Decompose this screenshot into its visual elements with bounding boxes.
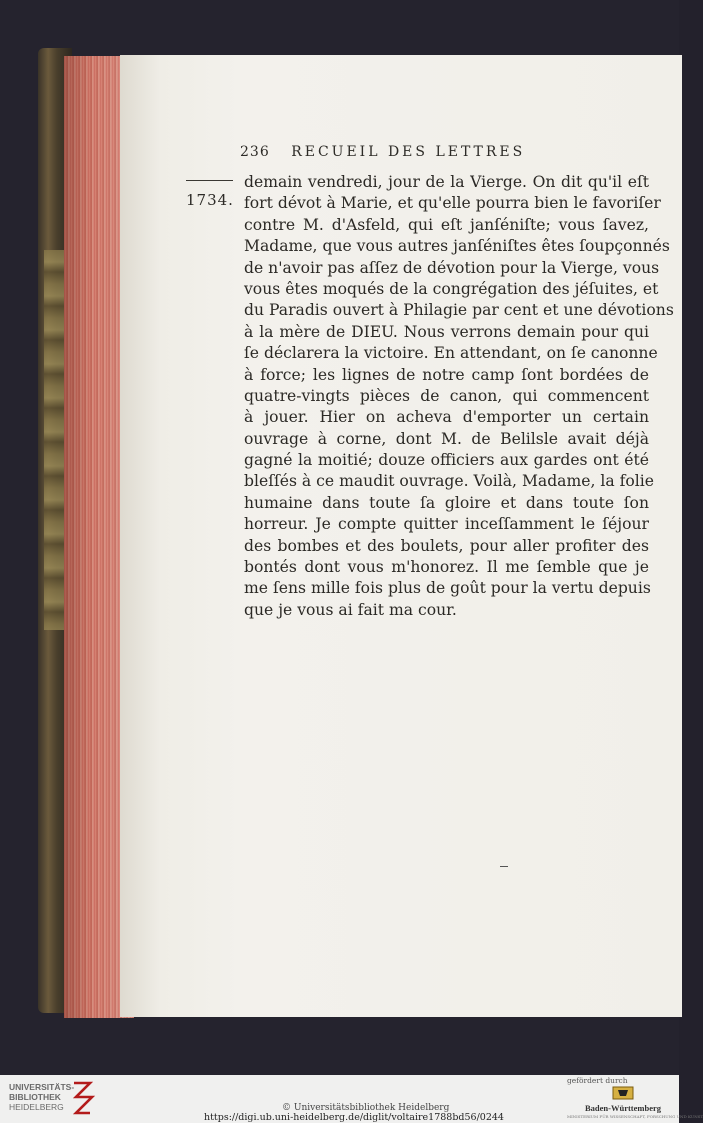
coat-of-arms-icon	[612, 1086, 634, 1100]
funder-name: Baden-Württemberg	[585, 1103, 662, 1113]
library-name-line2: BIBLIOTHEK	[9, 1092, 61, 1102]
text-line: gagné la moitié; douze officiers aux gardes ont été	[244, 451, 649, 470]
copyright-text: © Universitätsbibliothek Heidelberg	[282, 1103, 450, 1113]
text-line: ouvrage à corne, dont M. de Belilsle avait déjà	[244, 429, 649, 448]
permalink-url[interactable]: https://digi.ub.uni-heidelberg.de/diglit/voltaire1788bd56/0244	[204, 1112, 504, 1123]
text-line: que je vous ai fait ma cour.	[244, 600, 457, 619]
text-line: vous êtes moqués de la congrégation des jéſuites, et	[244, 279, 659, 298]
text-line: bontés dont vous m'honorez. Il me ſemble que je	[244, 558, 649, 577]
text-line: bleſſés à ce maudit ouvrage. Voilà, Madame, la folie	[244, 472, 655, 491]
library-name-line1: UNIVERSITÄTS-	[9, 1082, 75, 1092]
margin-year: 1734.	[186, 191, 234, 209]
running-header	[240, 144, 580, 160]
library-name-line3: HEIDELBERG	[9, 1102, 64, 1112]
text-line: contre M. d'Asfeld, qui eſt janſéniſte; vous ſavez,	[244, 215, 649, 234]
text-line: quatre-vingts pièces de canon, qui commencent	[244, 386, 649, 405]
text-line: à force; les lignes de notre camp ſont bordées de	[244, 365, 649, 384]
text-line: me ſens mille fois plus de goût pour la vertu depuis	[244, 579, 651, 598]
text-line: demain vendredi, jour de la Vierge. On dit qu'il eſt	[244, 173, 649, 191]
text-line: des bombes et des boulets, pour aller profiter des	[244, 536, 649, 555]
funded-by-label: gefördert durch	[567, 1076, 628, 1085]
page-number: 236	[240, 144, 270, 160]
letter-text	[244, 172, 674, 621]
text-line: du Paradis ouvert à Philagie par cent et une dévotions	[244, 301, 674, 320]
library-emblem-icon	[70, 1079, 96, 1117]
text-line: fort dévot à Marie, et qu'elle pourra bien le favoriſer	[244, 194, 661, 213]
text-line: humaine dans toute ſa gloire et dans toute ſon	[244, 493, 649, 512]
running-head-title: RECUEIL DES LETTRES	[291, 144, 526, 160]
text-line: de n'avoir pas aſſez de dévotion pour la Vierge, vous	[244, 258, 660, 277]
text-line: ſe déclarera la victoire. En attendant, on ſe canonne	[244, 344, 658, 363]
text-line: horreur. Je compte quitter inceſſamment le ſéjour	[244, 515, 649, 534]
page-mark	[500, 866, 508, 867]
spine-decoration	[44, 250, 64, 630]
funder-ministry: MINISTERIUM FÜR WISSENSCHAFT, FORSCHUNG UND KUNST	[567, 1114, 703, 1119]
margin-rule	[186, 180, 233, 181]
text-line: à la mère de DIEU. Nous verrons demain pour qui	[244, 322, 649, 341]
text-line: Madame, que vous autres janſéniſtes êtes ſoupçonnés	[244, 237, 670, 256]
text-line: à jouer. Hier on acheva d'emporter un certain	[244, 408, 649, 427]
library-logo	[9, 1082, 74, 1112]
